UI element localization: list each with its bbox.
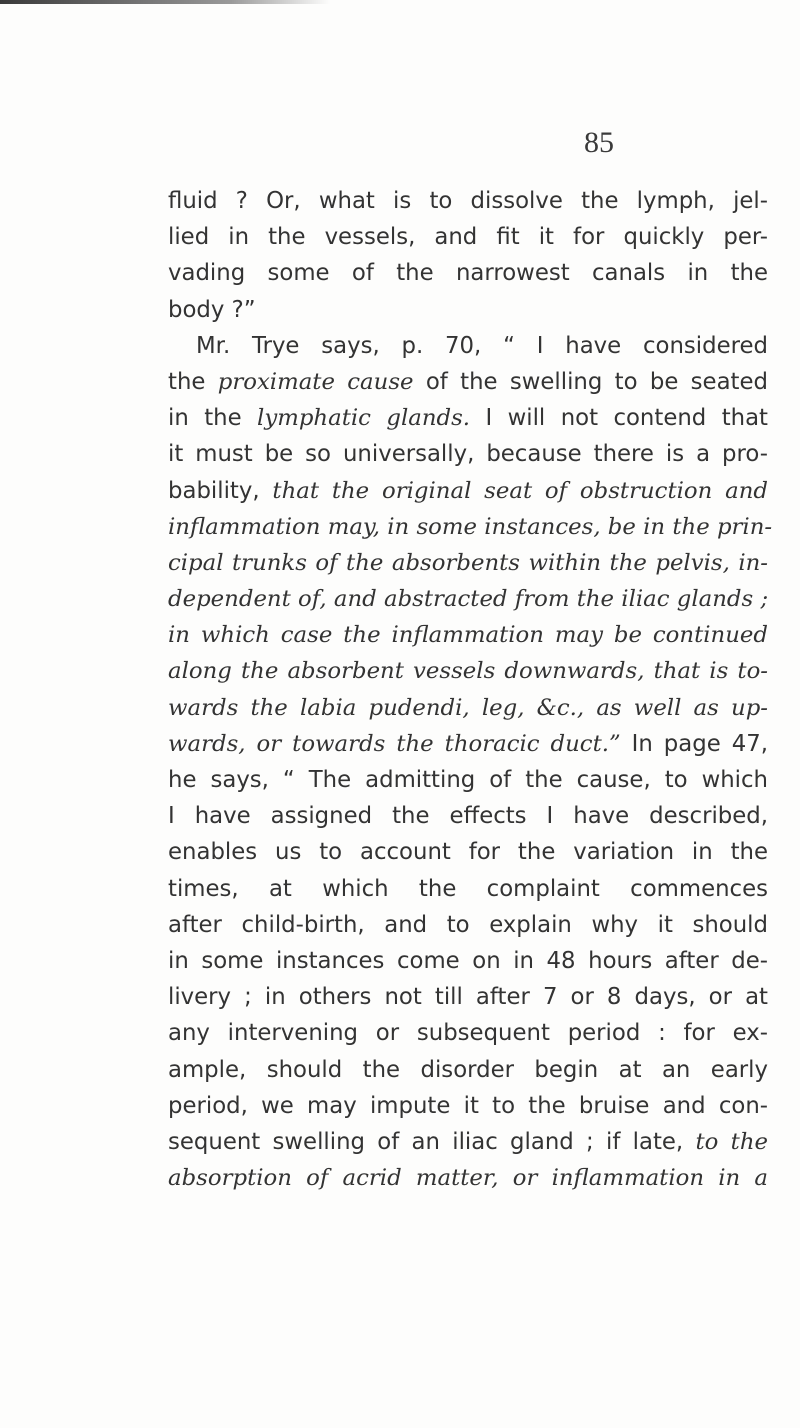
text-line	[168, 328, 768, 364]
text-line	[168, 473, 768, 509]
italic-segment: lymphatic glands.	[257, 405, 471, 432]
italic-segment: proximate cause	[217, 368, 414, 395]
text-line	[168, 690, 768, 726]
body-text	[168, 183, 773, 1196]
text-segment: body ?”	[168, 296, 256, 323]
text-segment: it must be so universally, because there is a pro-	[168, 441, 768, 468]
text-segment: period, we may impute it to the bruise and con-	[168, 1092, 768, 1119]
text-line	[168, 943, 768, 979]
text-segment: I will not contend that	[470, 405, 768, 432]
text-line	[168, 1088, 768, 1124]
text-line	[168, 436, 768, 472]
text-line	[168, 183, 768, 219]
italic-segment: dependent of, and abstracted from the iliac glands ;	[168, 586, 769, 613]
scan-edge-shadow	[0, 0, 330, 4]
italic-segment: cipal trunks of the absorbents within the pelvis, in-	[168, 549, 768, 576]
text-line	[168, 907, 768, 943]
text-line	[168, 1015, 768, 1051]
text-line	[168, 364, 768, 400]
text-segment: livery ; in others not till after 7 or 8 days, or at	[168, 984, 768, 1011]
text-line	[168, 798, 768, 834]
text-line	[168, 292, 768, 328]
text-segment: vading some of the narrowest canals in the	[168, 260, 768, 287]
text-line	[168, 617, 768, 653]
text-segment: enables us to account for the variation in the	[168, 839, 768, 866]
text-line	[168, 762, 768, 798]
italic-segment: absorption of acrid matter, or inflammation in a	[168, 1165, 768, 1192]
text-segment: ample, should the disorder begin at an early	[168, 1056, 768, 1083]
text-segment: fluid ? Or, what is to dissolve the lymph, jel-	[168, 188, 768, 214]
italic-segment: wards, or towards the thoracic duct.”	[168, 730, 621, 757]
text-line	[168, 509, 773, 545]
text-line	[168, 581, 768, 617]
text-segment: I have assigned the effects I have described,	[168, 803, 768, 830]
text-segment: any intervening or subsequent period : for ex-	[168, 1020, 768, 1047]
italic-segment: in which case the inflammation may be continued	[168, 622, 768, 649]
text-segment: lied in the vessels, and fit it for quickly per-	[168, 224, 768, 251]
text-line	[168, 255, 768, 291]
text-line	[168, 726, 768, 762]
text-segment: in some instances come on in 48 hours after de-	[168, 947, 768, 974]
text-segment: bability,	[168, 477, 273, 504]
italic-segment: wards the labia pudendi, leg, &c., as well as up-	[168, 694, 768, 721]
text-segment: the	[168, 368, 218, 395]
text-segment: in the	[168, 405, 258, 432]
italic-segment: that the original seat of obstruction and	[272, 477, 768, 504]
italic-segment: to the	[695, 1128, 768, 1155]
text-segment: after child-birth, and to explain why it should	[168, 911, 768, 938]
text-line	[168, 653, 768, 689]
text-line	[168, 1052, 768, 1088]
text-line	[168, 871, 768, 907]
text-line	[168, 834, 768, 870]
text-line	[168, 219, 768, 255]
text-line	[168, 1124, 768, 1160]
text-line	[168, 979, 768, 1015]
text-segment: he says, “ The admitting of the cause, to which	[168, 767, 768, 793]
text-line	[168, 545, 768, 581]
text-segment: times, at which the complaint commences	[168, 875, 768, 902]
text-segment: Mr. Trye says, p. 70, “ I have considered	[196, 332, 768, 359]
text-segment: In page 47,	[620, 730, 768, 757]
text-line	[168, 1160, 768, 1196]
italic-segment: inflammation may, in some instances, be in the prin-	[168, 513, 773, 540]
text-segment: of the swelling to be seated	[413, 368, 768, 395]
page-number: 85	[584, 126, 614, 159]
italic-segment: along the absorbent vessels downwards, that is to-	[168, 658, 768, 685]
text-line	[168, 400, 768, 436]
text-segment: sequent swelling of an iliac gland ; if late,	[168, 1128, 696, 1155]
